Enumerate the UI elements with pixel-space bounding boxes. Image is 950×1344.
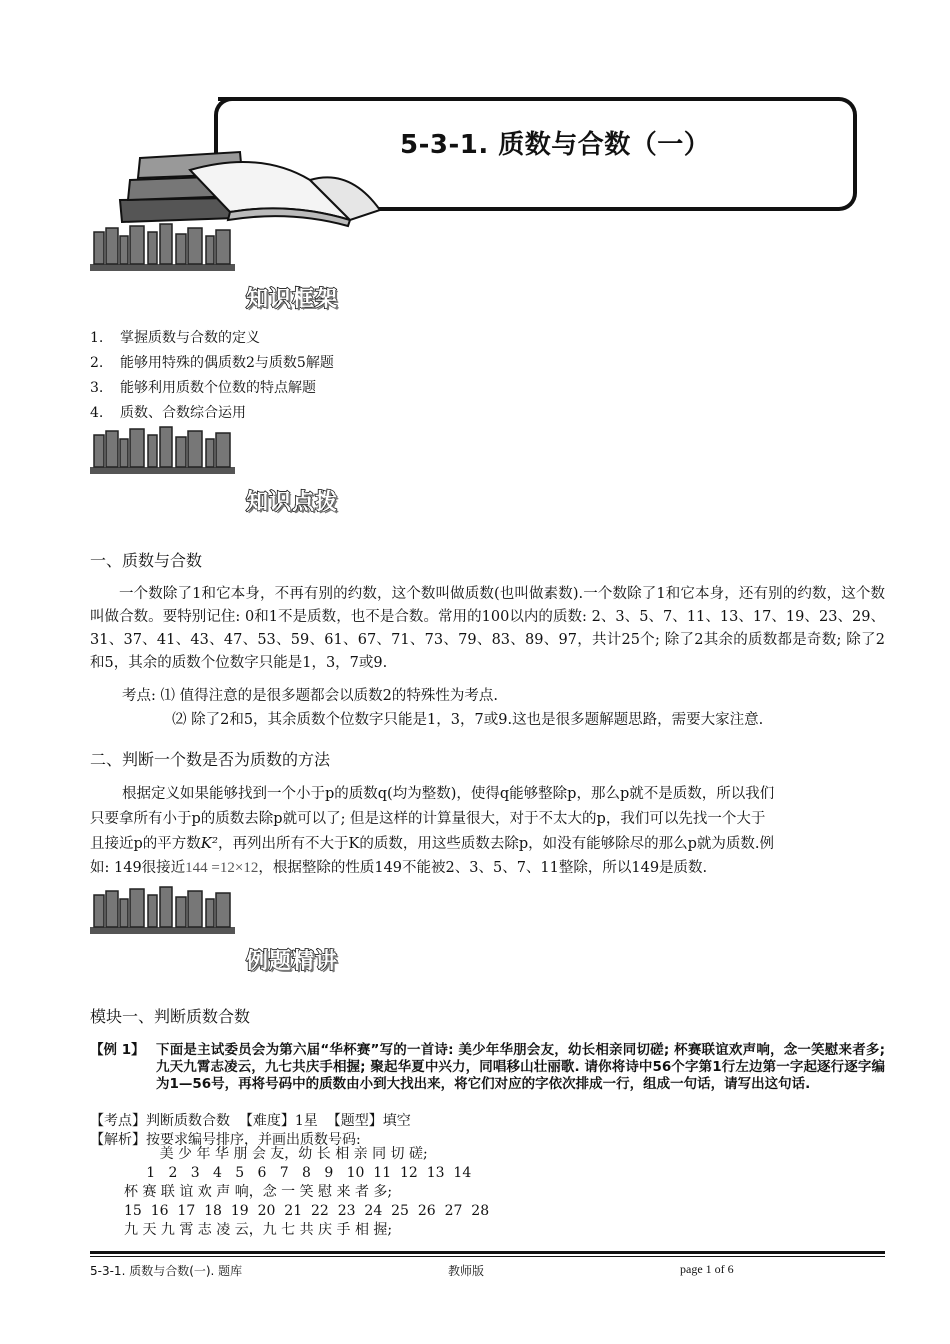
formula-k-squared: K² [200, 834, 219, 852]
note-1: 考点: ⑴ 值得注意的是很多题都会以质数2的特殊性为考点. [122, 688, 498, 704]
formula-144: 144 =12×12 [185, 860, 259, 876]
list-item: 4. 质数、合数综合运用 [90, 405, 246, 421]
bookshelf-icon [90, 222, 235, 272]
section2-line: 且接近p的平方数K²，再列出所有不大于K的质数，用这些质数去除p，如没有能够除尽的那么p就为质数.例 [90, 834, 775, 852]
list-item: 2. 能够用特殊的偶质数2与质数5解题 [90, 355, 334, 371]
list-item: 3. 能够利用质数个位数的特点解题 [90, 380, 316, 396]
heading-knowledge-points: 知识点拨 [246, 490, 339, 515]
section2-line: 如: 149很接近144 =12×12，根据整除的性质149不能被2、3、5、7、11整除，所以149是质数. [90, 860, 708, 876]
analysis-row: 美 少 年 华 朋 会 友，幼 长 相 亲 同 切 磋; [124, 1146, 428, 1162]
section2-line: 只要拿所有小于p的质数去除p就可以了; 但是这样的计算量很大，对于不太大的p，我们可以先找一个大于 [90, 811, 766, 827]
note-2: ⑵ 除了2和5，其余质数个位数字只能是1，3，7或9.这也是很多题解题思路，需要大家注意. [172, 712, 764, 728]
analysis-row: 杯 赛 联 谊 欢 声 响，念 一 笑 慰 来 者 多; [124, 1184, 393, 1200]
example-label: 【例 1】 [90, 1042, 145, 1058]
example-tags: 【考点】判断质数合数 【难度】1星 【题型】填空 [90, 1113, 411, 1129]
analysis-row: 九 天 九 霄 志 凌 云，九 七 共 庆 手 相 握; [124, 1222, 393, 1238]
section-title: 二、判断一个数是否为质数的方法 [90, 750, 331, 769]
footer-rule [90, 1251, 885, 1254]
section2-line: 根据定义如果能够找到一个小于p的质数q(均为整数)，使得q能够整除p，那么p就不是质数，所以我们 [122, 786, 775, 802]
example-text: 下面是主试委员会为第六届“华杯赛”写的一首诗: 美少年华朋会友，幼长相亲同切磋; 杯赛联谊欢声响，念一笑慰来者多; 九天九霄志凌云，九七共庆手相握; 聚起华夏中兴力，同唱移山壮丽歌. 请你将诗中56个字第1行左边第一字起逐行逐字编为1—56号，再将号码中的质数由小到大找出来，将它们对应的字依次排成一行，组成一句话，请写出这句话. [156, 1042, 885, 1092]
bookshelf-icon [90, 885, 235, 935]
analysis-row: 1 2 3 4 5 6 7 8 9 10 11 12 13 14 [124, 1165, 472, 1181]
example-1 [90, 1042, 885, 1093]
footer-doc-name: 5-3-1. 质数与合数(一). 题库 [90, 1264, 243, 1278]
analysis-row: 15 16 17 18 19 20 21 22 23 24 25 26 27 28 [124, 1203, 490, 1219]
footer-rule-thin [90, 1256, 885, 1257]
list-item: 1. 掌握质数与合数的定义 [90, 330, 260, 346]
heading-examples: 例题精讲 [246, 949, 339, 974]
footer-edition: 教师版 [448, 1264, 485, 1278]
page-title: 5-3-1. 质数与合数（一） [400, 130, 711, 160]
footer-page-number: page 1 of 6 [680, 1262, 734, 1276]
heading-knowledge-framework: 知识框架 [246, 287, 339, 312]
analysis-label: 【解析】按要求编号排序，并画出质数号码: [90, 1132, 361, 1148]
section-title: 一、质数与合数 [90, 551, 203, 570]
bookshelf-icon [90, 425, 235, 475]
module-title: 模块一、判断质数合数 [90, 1007, 251, 1026]
section1-body: 一个数除了1和它本身，不再有别的约数，这个数叫做质数(也叫做素数).一个数除了1和它本身，还有别的约数，这个数叫做合数。要特别记住: 0和1不是质数，也不是合数。常用的100以内的质数: 2、3、5、7、11、13、17、19、23、29、31、37、41、43、47、53、59、61、67、71、73、79、83、89、97，共计25个; 除了2其余的质数都是奇数; 除了2和5，其余的质数个位数字只能是1，3，7或9. [90, 586, 885, 671]
books-illustration [110, 140, 390, 230]
